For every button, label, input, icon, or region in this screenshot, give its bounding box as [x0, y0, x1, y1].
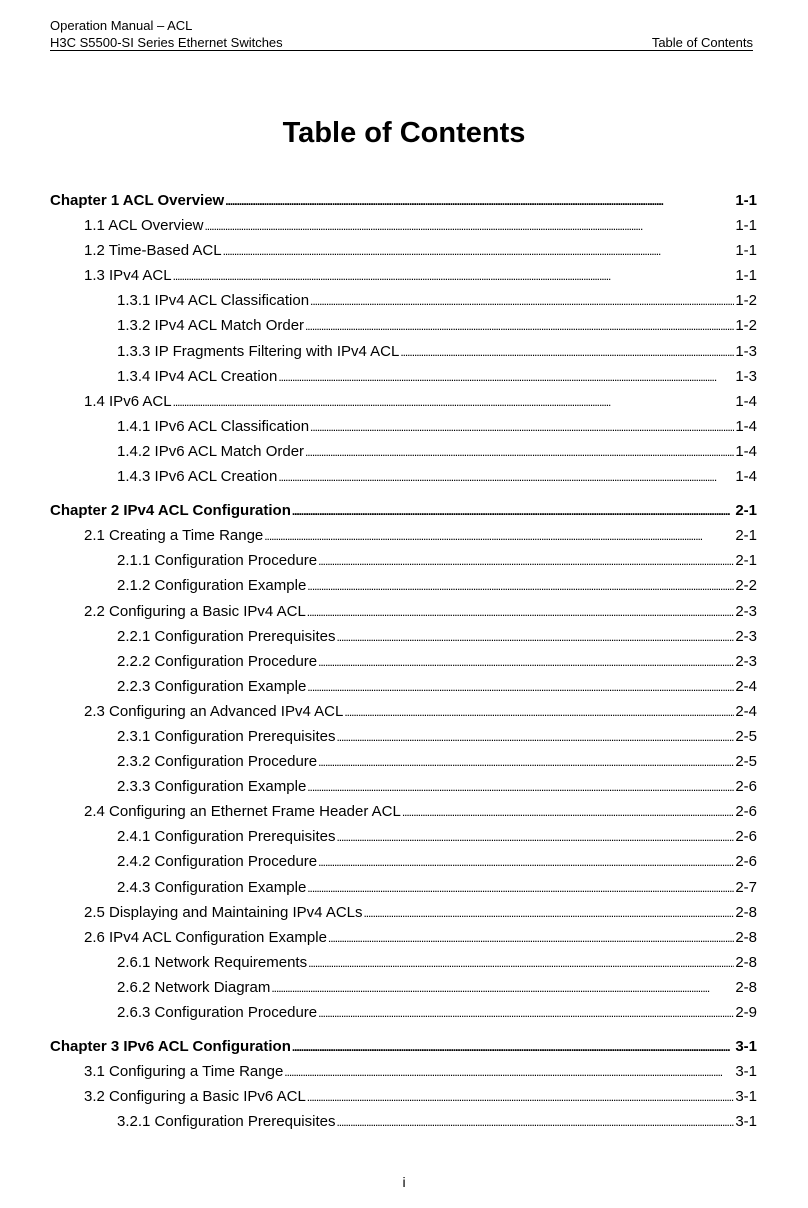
toc-entry-page: 1-4	[735, 392, 757, 410]
toc-entry[interactable]	[50, 975, 757, 1000]
toc-entry[interactable]	[50, 414, 757, 439]
toc-entry-page: 2-1	[735, 502, 757, 520]
toc-entry-label: 1.3.3 IP Fragments Filtering with IPv4 ACL	[117, 342, 400, 360]
toc-entry[interactable]	[50, 875, 757, 900]
toc-entry-page: 2-6	[735, 828, 757, 846]
toc-leader-dots	[336, 1110, 734, 1135]
toc-leader-dots	[364, 901, 735, 926]
toc-entry[interactable]	[50, 824, 757, 849]
toc-entry-page: 2-8	[735, 928, 757, 946]
toc-leader-dots	[205, 214, 735, 239]
toc-entry-page: 3-1	[735, 1088, 757, 1106]
toc-leader-dots	[225, 189, 734, 214]
toc-entry[interactable]	[50, 238, 757, 263]
toc-entry[interactable]	[50, 1000, 757, 1025]
toc-entry-page: 1-4	[735, 442, 757, 460]
toc-entry-page: 2-7	[735, 878, 757, 896]
toc-entry-label: 2.1 Creating a Time Range	[84, 527, 264, 545]
toc-entry[interactable]	[50, 364, 757, 389]
toc-entry-page: 3-1	[735, 1063, 757, 1081]
toc-entry[interactable]	[50, 624, 757, 649]
toc-entry[interactable]	[50, 849, 757, 874]
toc-entry-page: 1-1	[735, 242, 757, 260]
toc-chapter-entry[interactable]	[50, 188, 757, 213]
toc-entry-label: Chapter 2 IPv4 ACL Configuration	[50, 502, 291, 520]
toc-entry-page: 2-9	[735, 1004, 757, 1021]
toc-entry-label: 2.2 Configuring a Basic IPv4 ACL	[84, 602, 306, 620]
toc-entry-label: 2.1.1 Configuration Procedure	[117, 552, 318, 570]
toc-entry[interactable]	[50, 749, 757, 774]
toc-leader-dots	[336, 625, 734, 650]
toc-entry[interactable]	[50, 464, 757, 489]
toc-entry-label: 1.4 IPv6 ACL	[84, 392, 172, 410]
toc-leader-dots	[400, 340, 734, 365]
toc-leader-dots	[292, 1035, 734, 1060]
toc-chapter-entry[interactable]	[50, 1034, 757, 1059]
toc-entry[interactable]	[50, 439, 757, 464]
toc-entry[interactable]	[50, 649, 757, 674]
toc-leader-dots	[305, 440, 734, 465]
toc-leader-dots	[318, 549, 734, 574]
toc-entry-page: 2-6	[735, 853, 757, 871]
toc-entry-page: 1-1	[735, 267, 757, 285]
toc-entry-page: 1-4	[735, 468, 757, 486]
toc-entry[interactable]	[50, 1109, 757, 1134]
toc-leader-dots	[310, 289, 734, 314]
header-manual-title: Operation Manual – ACL	[50, 18, 193, 33]
toc-entry-page: 1-4	[735, 417, 757, 435]
toc-entry[interactable]	[50, 774, 757, 799]
toc-leader-dots	[292, 499, 734, 524]
toc-entry-page: 1-2	[735, 317, 757, 335]
toc-entry-label: 1.1 ACL Overview	[84, 217, 204, 235]
page-number: i	[402, 1174, 406, 1190]
toc-leader-dots	[402, 800, 734, 825]
toc-leader-dots	[173, 264, 735, 289]
toc-entry-label: 1.3.4 IPv4 ACL Creation	[117, 367, 278, 385]
toc-leader-dots	[307, 876, 734, 901]
toc-entry[interactable]	[50, 213, 757, 238]
toc-leader-dots	[308, 951, 734, 976]
toc-entry[interactable]	[50, 799, 757, 824]
toc-leader-dots	[318, 750, 734, 775]
toc-entry-page: 2-5	[735, 727, 757, 745]
toc-entry[interactable]	[50, 925, 757, 950]
toc-entry[interactable]	[50, 699, 757, 724]
toc-entry-label: 3.2 Configuring a Basic IPv6 ACL	[84, 1088, 306, 1106]
toc-entry[interactable]	[50, 674, 757, 699]
toc-leader-dots	[307, 775, 734, 800]
toc-entry-page: 2-3	[735, 627, 757, 645]
toc-entry-label: 2.3 Configuring an Advanced IPv4 ACL	[84, 702, 344, 720]
toc-entry-label: Chapter 3 IPv6 ACL Configuration	[50, 1038, 291, 1056]
toc-entry-label: 2.6.1 Network Requirements	[117, 953, 308, 971]
toc-entry-label: 2.2.2 Configuration Procedure	[117, 652, 318, 670]
toc-entry-page: 1-3	[735, 342, 757, 360]
toc-leader-dots	[264, 524, 734, 549]
toc-entry-page: 2-3	[735, 652, 757, 670]
toc-entry-label: 3.2.1 Configuration Prerequisites	[117, 1113, 336, 1131]
toc-leader-dots	[278, 365, 734, 390]
toc-entry-label: 2.6 IPv4 ACL Configuration Example	[84, 928, 327, 946]
toc-entry-page: 2-1	[735, 527, 757, 545]
toc-leader-dots	[318, 650, 734, 675]
running-header	[50, 17, 753, 51]
toc-entry-label: 1.3.1 IPv4 ACL Classification	[117, 292, 310, 310]
toc-entry[interactable]	[50, 599, 757, 624]
toc-entry-page: 1-3	[735, 367, 757, 385]
toc-entry-page: 2-8	[735, 978, 757, 996]
toc-entry-label: 2.2.1 Configuration Prerequisites	[117, 627, 336, 645]
toc-entry-label: 2.1.2 Configuration Example	[117, 577, 307, 595]
toc-leader-dots	[223, 239, 735, 264]
toc-entry-page: 1-1	[735, 192, 757, 209]
toc-entry-label: 2.3.3 Configuration Example	[117, 778, 307, 796]
toc-entry-label: 2.6.3 Configuration Procedure	[117, 1004, 318, 1021]
toc-leader-dots	[307, 1085, 735, 1110]
toc-entry-label: 1.4.2 IPv6 ACL Match Order	[117, 442, 305, 460]
toc-entry[interactable]	[50, 288, 757, 313]
toc-entry-page: 2-1	[735, 552, 757, 570]
toc-entry-page: 2-3	[735, 602, 757, 620]
toc-entry-label: 2.4 Configuring an Ethernet Frame Header ACL	[84, 803, 401, 821]
toc-leader-dots	[284, 1060, 734, 1085]
toc-entry[interactable]	[50, 573, 757, 598]
toc-entry-label: 1.2 Time-Based ACL	[84, 242, 222, 260]
toc-entry[interactable]	[50, 724, 757, 749]
toc-entry-page: 2-8	[735, 953, 757, 971]
toc-entry[interactable]	[50, 313, 757, 338]
toc-entry-page: 2-5	[735, 753, 757, 771]
toc-chapter-entry[interactable]	[50, 498, 757, 523]
header-product-name: H3C S5500-SI Series Ethernet Switches	[50, 35, 283, 50]
toc-leader-dots	[307, 574, 734, 599]
toc-leader-dots	[310, 415, 734, 440]
toc-entry[interactable]	[50, 950, 757, 975]
toc-entry-label: 2.3.2 Configuration Procedure	[117, 753, 318, 771]
toc-entry-page: 2-6	[735, 778, 757, 796]
header-rule	[50, 50, 753, 51]
toc-entry-label: 2.4.1 Configuration Prerequisites	[117, 828, 336, 846]
toc-leader-dots	[307, 675, 734, 700]
toc-entry-label: 2.6.2 Network Diagram	[117, 978, 271, 996]
toc-entry-page: 1-1	[735, 217, 757, 235]
toc-entry-page: 2-4	[735, 702, 757, 720]
toc-entry-label: 1.4.3 IPv6 ACL Creation	[117, 468, 278, 486]
page-title: Table of Contents	[282, 117, 526, 149]
table-of-contents	[50, 188, 757, 1134]
toc-entry-label: 1.3.2 IPv4 ACL Match Order	[117, 317, 305, 335]
toc-entry-page: 2-6	[735, 803, 757, 821]
toc-leader-dots	[336, 725, 734, 750]
toc-entry[interactable]	[50, 900, 757, 925]
toc-entry[interactable]	[50, 1084, 757, 1109]
toc-entry[interactable]	[50, 339, 757, 364]
toc-entry-label: 2.2.3 Configuration Example	[117, 677, 307, 695]
toc-entry-label: 2.3.1 Configuration Prerequisites	[117, 727, 336, 745]
toc-entry-page: 1-2	[735, 292, 757, 310]
toc-entry-page: 2-4	[735, 677, 757, 695]
toc-entry-label: Chapter 1 ACL Overview	[50, 192, 225, 209]
toc-leader-dots	[318, 850, 734, 875]
toc-entry-page: 2-2	[735, 577, 757, 595]
toc-entry[interactable]	[50, 548, 757, 573]
toc-leader-dots	[305, 314, 734, 339]
toc-entry-label: 1.4.1 IPv6 ACL Classification	[117, 417, 310, 435]
toc-entry[interactable]	[50, 389, 757, 414]
toc-entry-page: 2-8	[735, 903, 757, 921]
toc-leader-dots	[307, 600, 735, 625]
toc-leader-dots	[173, 390, 735, 415]
toc-leader-dots	[344, 700, 734, 725]
header-section-name: Table of Contents	[651, 35, 753, 50]
toc-entry[interactable]	[50, 523, 757, 548]
toc-entry[interactable]	[50, 1059, 757, 1084]
toc-leader-dots	[278, 465, 734, 490]
toc-entry-page: 3-1	[735, 1113, 757, 1131]
toc-entry-label: 2.5 Displaying and Maintaining IPv4 ACLs	[84, 903, 363, 921]
toc-leader-dots	[271, 976, 734, 1001]
toc-leader-dots	[336, 825, 734, 850]
toc-entry-label: 2.4.2 Configuration Procedure	[117, 853, 318, 871]
toc-entry-label: 3.1 Configuring a Time Range	[84, 1063, 284, 1081]
toc-leader-dots	[318, 1001, 734, 1026]
toc-leader-dots	[328, 926, 734, 951]
toc-entry-label: 2.4.3 Configuration Example	[117, 878, 307, 896]
toc-entry-page: 3-1	[735, 1038, 757, 1056]
toc-entry-label: 1.3 IPv4 ACL	[84, 267, 172, 285]
toc-entry[interactable]	[50, 263, 757, 288]
